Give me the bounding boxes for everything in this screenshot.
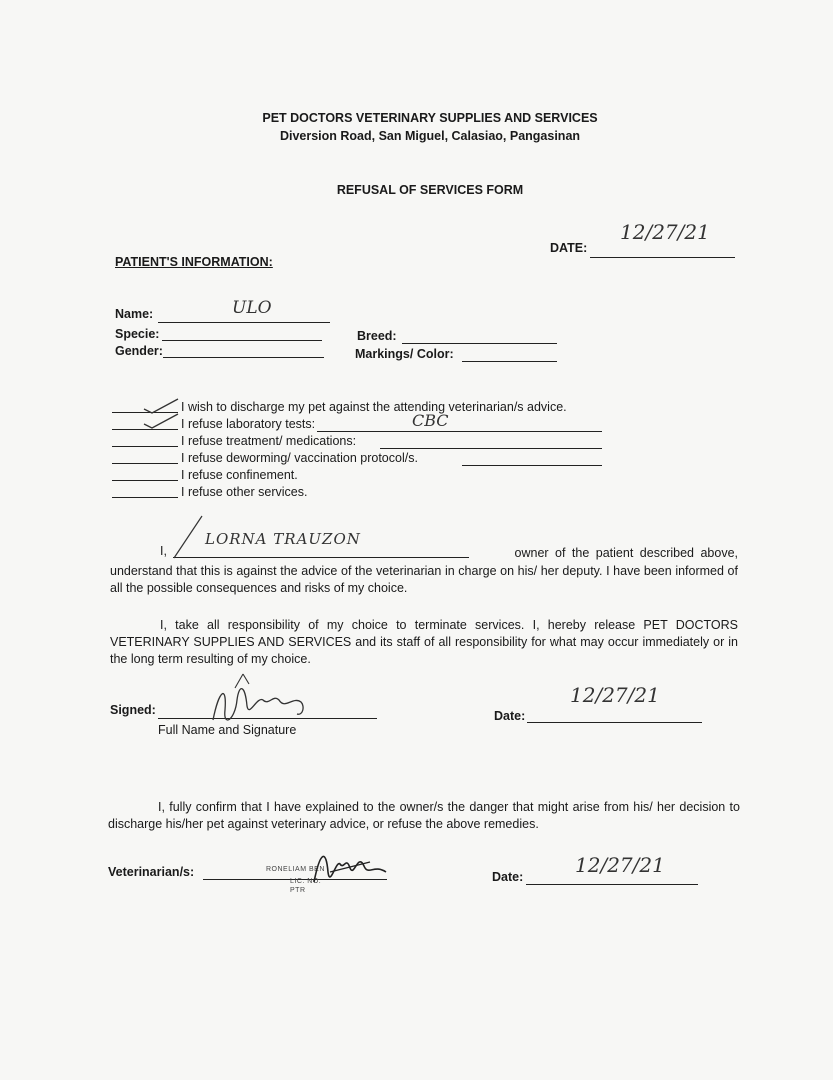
statement-suffix: owner of the patient described above, — [514, 546, 738, 560]
markings-line — [462, 361, 557, 362]
vet-date-label: Date: — [492, 870, 524, 884]
signed-date-line — [527, 722, 702, 723]
name-handwritten: ULO — [232, 298, 272, 318]
patient-section-title: PATIENT'S INFORMATION: — [115, 255, 273, 269]
statement-prefix: I, — [160, 544, 167, 558]
vet-stamp-ptr: PTR — [290, 887, 306, 894]
date-line — [590, 257, 735, 258]
company-address: Diversion Road, San Miguel, Calasiao, Pangasinan — [279, 129, 581, 143]
owner-name-handwritten: LORNA TRAUZON — [205, 530, 361, 548]
lab-test-handwritten: CBC — [412, 411, 449, 430]
company-name: PET DOCTORS VETERINARY SUPPLIES AND SERVICES — [262, 111, 598, 125]
breed-label: Breed: — [357, 329, 397, 343]
date-label: DATE: — [550, 241, 588, 255]
vet-date-line — [526, 884, 698, 885]
signed-date-handwritten: 12/27/21 — [570, 683, 660, 707]
date-handwritten: 12/27/21 — [620, 220, 710, 244]
statement-body: understand that this is against the advice of the veterinarian in charge on his/ her deputy. I have been informed of all the possible consequences and risks of my choice. — [110, 564, 738, 595]
breed-line — [402, 343, 557, 344]
gender-label: Gender: — [115, 344, 163, 358]
confirmation-paragraph: I, fully confirm that I have explained to the owner/s the danger that might arise from his/ her decision to discharge his/her pet against veterinary advice, or refuse the above remedies. — [108, 800, 740, 831]
vet-stamp-name: RONELIAM BEN — [266, 866, 325, 873]
signed-label: Signed: — [110, 703, 156, 717]
signature-caption: Full Name and Signature — [158, 723, 297, 737]
refusal-form-page: PET DOCTORS VETERINARY SUPPLIES AND SERVICES Diversion Road, San Miguel, Calasiao, Pangasinan REFUSAL OF SERVICES FORM DATE: 12/27/21 PATIENT'S INFORMATION: Name: ULO Specie: Breed: Gender: Markings/ Color: I wish to discharge my pet against the attending veterinarian/s advice. I refuse laboratory tests: CBC I refuse treatment/ medications: I refuse deworming/ vaccination protocol/s. I refuse confinement. I refuse other services. I, LORNA TRAUZON owner of the patient described above, understand that this is against the advice of the veterinarian in charge on his/ her deputy. I have been informed of all the possible consequences and risks of my choice. I, take all responsibility of my choice to terminate services. I, hereby release PET DOCTORS VETERINARY SUPPLIES AND SERVICES and its staff of all responsibility for what may occur immediately or in the long term resulting of my choice. Signed: Full Name and Signature Date: 12/27/21 I, fully confirm that I have explained to the owner/s the danger that might arise from his/ her decision to discharge his/her pet against veterinary advice, or refuse the above remedies. Veterinarian/s: RONELIAM BEN LIC. NO. PTR Date: 12/27/21 — [0, 0, 833, 1080]
form-title: REFUSAL OF SERVICES FORM — [336, 183, 524, 197]
gender-line — [163, 357, 324, 358]
specie-line — [162, 340, 322, 341]
specie-label: Specie: — [115, 327, 160, 341]
veterinarian-label: Veterinarian/s: — [108, 865, 195, 879]
checkmark-icon — [142, 412, 182, 430]
owner-name-line — [173, 557, 469, 558]
veterinarian-signature-icon — [310, 842, 390, 892]
name-line — [158, 322, 330, 323]
vet-stamp-license: LIC. NO. — [290, 878, 322, 885]
pen-stroke-icon — [172, 514, 206, 560]
vet-date-handwritten: 12/27/21 — [575, 853, 665, 877]
markings-label: Markings/ Color: — [355, 347, 454, 361]
name-label: Name: — [115, 307, 154, 321]
signed-date-label: Date: — [494, 709, 526, 723]
release-paragraph: I, take all responsibility of my choice to terminate services. I, hereby release PET DOCTORS VETERINARY SUPPLIES AND SERVICES and its staff of all responsibility for what may occur immediately or in the long term resulting of my choice. — [110, 618, 738, 666]
